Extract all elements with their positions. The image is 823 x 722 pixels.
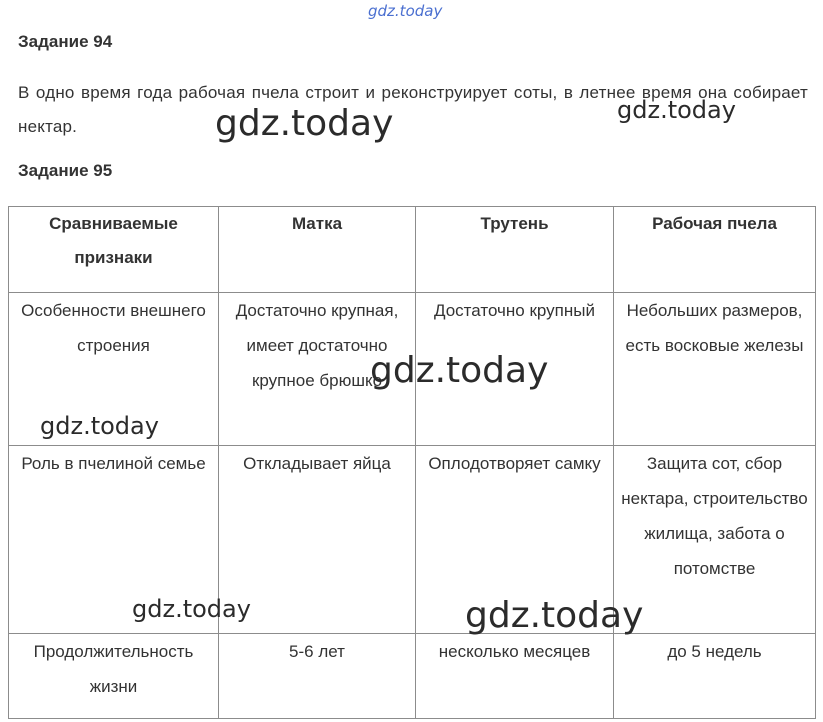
table-cell: Достаточно крупный: [416, 293, 614, 446]
table-cell: Достаточно крупная, имеет достаточно крупное брюшко: [219, 293, 416, 446]
table-cell: 5-6 лет: [219, 634, 416, 719]
watermark: gdz.today: [370, 350, 549, 391]
watermark: gdz.today: [40, 412, 159, 440]
task-94-text: В одно время года рабочая пчела строит и реконструирует соты, в летнее время она собирает нектар.: [18, 83, 808, 136]
watermark: gdz.today: [465, 595, 644, 636]
header-cell-worker: Рабочая пчела: [614, 207, 816, 293]
task-94-heading: Задание 94: [18, 32, 113, 51]
table-cell: Особенности внешнего строения: [9, 293, 219, 446]
table-cell: Небольших размеров, есть восковые железы: [614, 293, 816, 446]
table-cell: Оплодотворяет самку: [416, 446, 614, 634]
header-cell-queen: Матка: [219, 207, 416, 293]
table-cell: Продолжительность жизни: [9, 634, 219, 719]
table-row: [9, 634, 816, 719]
header-cell-features: Сравниваемые признаки: [9, 207, 219, 293]
header-cell-drone: Трутень: [416, 207, 614, 293]
table-cell: несколько месяцев: [416, 634, 614, 719]
watermark: gdz.today: [132, 595, 251, 623]
task-95-heading: Задание 95: [18, 161, 113, 180]
watermark: gdz.today: [617, 96, 736, 124]
table-cell: до 5 недель: [614, 634, 816, 719]
table-cell: Роль в пчелиной семье: [9, 446, 219, 634]
table-header-row: [9, 207, 816, 293]
comparison-table: [8, 206, 816, 719]
watermark: gdz.today: [215, 103, 394, 144]
watermark-top: gdz.today: [368, 2, 443, 20]
table-row: [9, 446, 816, 634]
table-cell: Откладывает яйца: [219, 446, 416, 634]
table-cell: Защита сот, сбор нектара, строительство жилища, забота о потомстве: [614, 446, 816, 634]
